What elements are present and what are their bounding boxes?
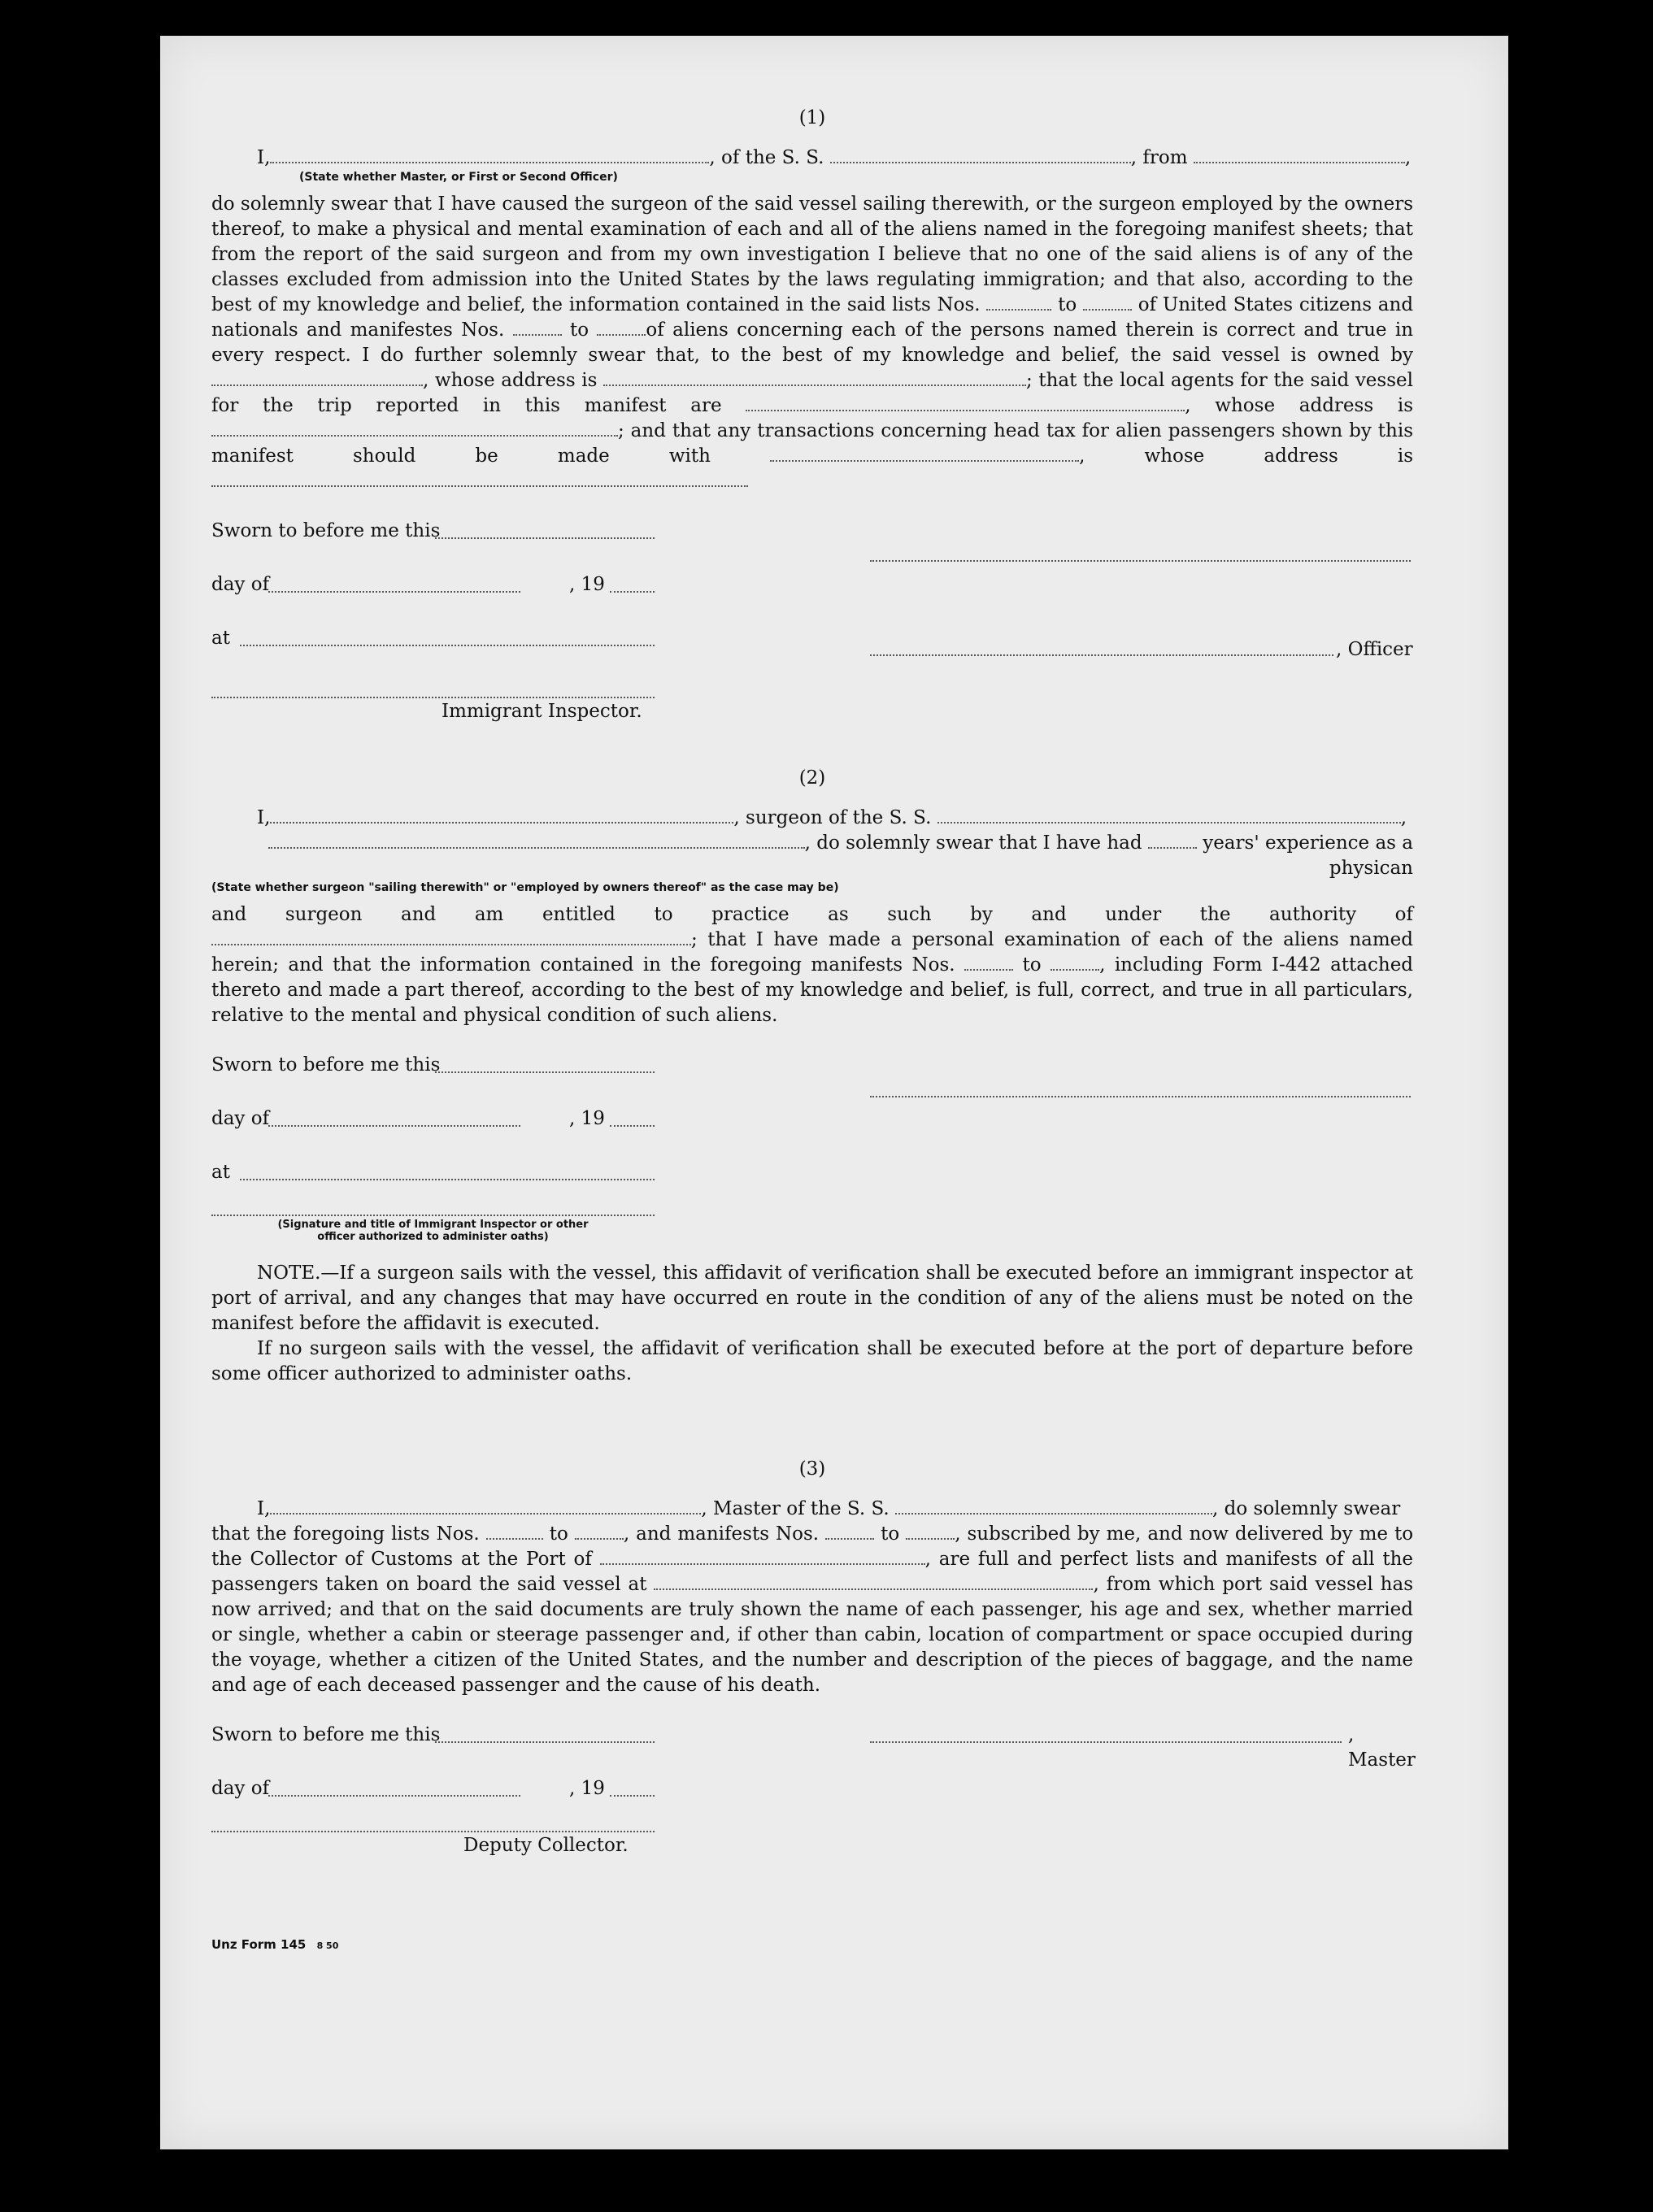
form-footer: Unz Form 145 8 50: [211, 1937, 339, 1952]
punch-hole: [1520, 1447, 1560, 1494]
officer-signature-field[interactable]: [870, 654, 1333, 656]
agents-address-field[interactable]: [211, 419, 618, 437]
owner-address-field[interactable]: [603, 368, 1026, 386]
punch-hole: [1539, 1935, 1580, 1982]
section2-body: and surgeon and am entitled to practice as such by and under the authority of ; that I have made a personal examination of each of the aliens named herein; and that the information contained in the foregoing manifests Nos. to , including Form I-442 attached thereto and made a part thereof, according to the best of my knowledge and belief, is full, correct, and true in all particulars, relative to the mental and physical condition of such aliens.: [211, 904, 1414, 1026]
vessel-owner-field[interactable]: [211, 368, 423, 386]
note-paragraph-2: If no surgeon sails with the vessel, the affidavit of verification shall be executed before at the port of departure before some officer authorized to administer oaths.: [211, 1338, 1413, 1384]
deputy-collector-signature-field[interactable]: [211, 1830, 655, 1832]
inspector-signature-field[interactable]: [211, 696, 655, 698]
delivery-lists-to-field[interactable]: [575, 1522, 624, 1540]
surgeon-status-field[interactable]: [268, 831, 805, 849]
section-number: (2): [798, 767, 826, 789]
year-field[interactable]: [610, 1794, 655, 1797]
embarkation-port-field[interactable]: [654, 1572, 1093, 1590]
day-of-field[interactable]: [268, 1124, 520, 1127]
punch-hole: [1520, 2076, 1560, 2123]
day-of-field[interactable]: [268, 1794, 520, 1797]
master-vessel-field[interactable]: [895, 1497, 1212, 1515]
master-name-field[interactable]: [270, 1497, 701, 1515]
master-signature-field[interactable]: [870, 1740, 1342, 1743]
sworn-date-field[interactable]: [435, 1071, 655, 1073]
year-field[interactable]: [610, 590, 655, 593]
surgeon-signature-field[interactable]: [870, 1095, 1411, 1097]
sworn-date-field[interactable]: [435, 537, 655, 539]
section2-signature-block: Sworn to before me this day of , 19 at (Signature and title of Immigrant Inspector or other officer authorized to administer oaths): [211, 1053, 1413, 1240]
surgeon-manifests-from-field[interactable]: [964, 953, 1013, 971]
master-delivery-line: I, , Master of the S. S. , do solemnly swear: [257, 1498, 1401, 1519]
punch-hole: [1542, 246, 1583, 293]
signature-hint: (Signature and title of Immigrant Inspector or other officer authorized to administer oaths): [277, 1219, 589, 1243]
section-number: (1): [798, 107, 826, 128]
port-of-field[interactable]: [600, 1547, 925, 1565]
lists-from-field[interactable]: [986, 293, 1051, 311]
surgeon-experience-line: , do solemnly swear that I have had years' experience as a physican: [211, 831, 1413, 881]
section1-signature-block: Sworn to before me this day of , 19 at , Officer Immigrant Inspector.: [211, 520, 1413, 722]
local-agents-field[interactable]: [746, 393, 1185, 411]
surgeon-oath-line: I, , surgeon of the S. S. ,: [257, 807, 1407, 828]
note-paragraph: NOTE.—If a surgeon sails with the vessel, this affidavit of verification shall be executed before an immigrant inspector at port of arrival, and any changes that may have occurred en route in the condition of any of the aliens must be noted on the manifest before the affidavit is executed.: [211, 1262, 1413, 1334]
section3-signature-block: Sworn to before me this , Master day of , 19 Deputy Collector.: [211, 1724, 1416, 1856]
surgeon-name-field[interactable]: [270, 806, 733, 824]
lists-to-field[interactable]: [1083, 293, 1132, 311]
surgeon-manifests-to-field[interactable]: [1051, 953, 1099, 971]
punch-hole: [1520, 727, 1560, 774]
section3-body: that the foregoing lists Nos. to , and manifests Nos. to , subscribed by me, and now delivered by me to the Collector of Customs at the Port of , are full and perfect lists and manifests of all the passengers taken on board the said vessel at , from which port said vessel has now arrived; and that on the said documents are truly shown the name of each passenger, his age and sex, whether married or single, whether a cabin or steerage passenger and, if other than cabin, location of compartment or space occupied during the voyage, whether a citizen of the United States, and the number and description of the pieces of baggage, and the name and age of each deceased passenger and the cause of his death.: [211, 1523, 1414, 1696]
master-signature-field[interactable]: [870, 559, 1411, 562]
delivery-manifests-to-field[interactable]: [906, 1522, 955, 1540]
at-place-field[interactable]: [240, 1178, 655, 1180]
years-experience-field[interactable]: [1148, 831, 1197, 849]
at-place-field[interactable]: [240, 644, 655, 646]
from-port-field[interactable]: [1194, 146, 1405, 163]
delivery-manifests-from-field[interactable]: [825, 1522, 874, 1540]
authority-field[interactable]: [211, 928, 691, 945]
affidavit-text: [211, 106, 1416, 1958]
surgeon-vessel-field[interactable]: [937, 806, 1401, 824]
section1-body: do solemnly swear that I have caused the surgeon of the said vessel sailing therewith, or the surgeon employed by the owners thereof, to make a physical and mental examination of each and all of the aliens named in the foregoing manifest sheets; that from the report of the said surgeon and from my own investigation I believe that no one of the said aliens is of any of the classes excluded from admission into the United States by the laws regulating immigration; and that also, according to the best of my knowledge and belief, the information contained in the said lists Nos. to of United States citizens and nationals and manifestes Nos. to of aliens concerning each of the persons named therein is correct and true in every respect. I do further solemnly swear that, to the best of my knowledge and belief, the said vessel is owned by , whose address is ; that the local agents for the said vessel for the trip reported in this manifest are , whose address is ; and that any transactions concerning head tax for alien passengers shown by this manifest should be made with , whose address is: [211, 192, 1413, 494]
section-number: (3): [798, 1458, 826, 1480]
year-field[interactable]: [610, 1124, 655, 1127]
head-tax-address-field[interactable]: [211, 469, 748, 487]
officer-name-field[interactable]: [270, 146, 709, 163]
day-of-field[interactable]: [268, 590, 520, 593]
punch-hole: [1526, 1084, 1567, 1132]
punch-hole: [1520, 1569, 1560, 1616]
manifests-from-field[interactable]: [513, 318, 562, 336]
sworn-date-field[interactable]: [435, 1740, 655, 1743]
manifests-to-field[interactable]: [597, 318, 646, 336]
delivery-lists-from-field[interactable]: [486, 1522, 543, 1540]
surgeon-hint: (State whether surgeon "sailing therewith" or "employed by owners thereof" as the case may be): [211, 881, 839, 894]
officer-hint: (State whether Master, or First or Second Officer): [299, 171, 618, 184]
punch-hole: [1520, 96, 1560, 143]
punch-hole: [1520, 621, 1560, 668]
administering-officer-signature-field[interactable]: [211, 1214, 655, 1216]
master-oath-line: I, , of the S. S. , from ,: [257, 147, 1412, 168]
head-tax-contact-field[interactable]: [770, 444, 1079, 462]
vessel-name-field[interactable]: [830, 146, 1131, 163]
